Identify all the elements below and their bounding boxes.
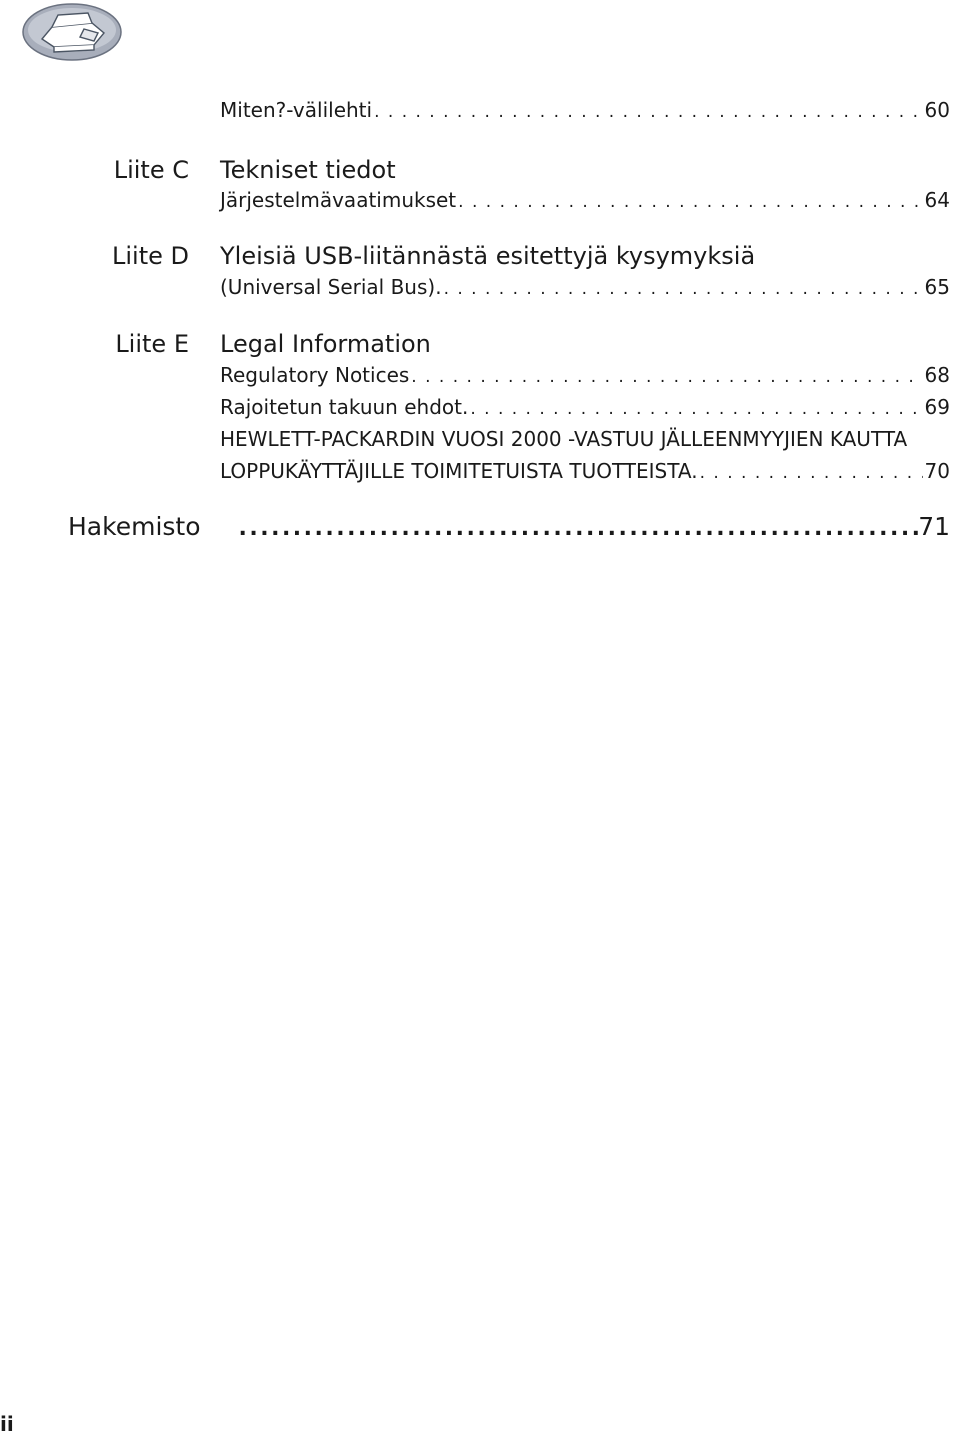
toc-page-number: 68 (924, 363, 950, 387)
toc-entry-title: Regulatory Notices (220, 363, 410, 387)
appendix-d-label: Liite D (112, 242, 189, 270)
appendix-c-title[interactable]: Tekniset tiedot (220, 156, 396, 184)
appendix-e-label: Liite E (115, 330, 189, 358)
dot-leader (444, 279, 923, 299)
toc-page-number: 65 (924, 275, 950, 299)
toc-page-number: 64 (924, 188, 950, 212)
toc-entry-y2k-line-2[interactable] (220, 459, 950, 483)
dot-leader (239, 516, 919, 541)
toc-entry-regulatory-notices[interactable] (220, 363, 950, 387)
dot-leader (374, 102, 922, 122)
toc-entry-limited-warranty[interactable] (220, 395, 950, 419)
toc-entry-title: Rajoitetun takuun ehdot. (220, 395, 469, 419)
dot-leader (458, 192, 922, 212)
dot-leader (700, 463, 923, 483)
printer-icon (22, 3, 122, 61)
toc-entry-y2k-line-1[interactable]: HEWLETT-PACKARDIN VUOSI 2000 -VASTUU JÄLLEENMYYJIEN KAUTTA (220, 427, 908, 451)
appendix-c-label: Liite C (113, 156, 189, 184)
toc-page-number: 69 (924, 395, 950, 419)
toc-page-number: 60 (924, 98, 950, 122)
toc-entry-title: LOPPUKÄYTTÄJILLE TOIMITETUISTA TUOTTEISTA. (220, 459, 698, 483)
toc-entry-system-requirements[interactable] (220, 188, 950, 212)
toc-page-number: 71 (918, 512, 950, 541)
dot-leader (411, 367, 922, 387)
toc-entry-miten[interactable] (220, 98, 950, 122)
page-folio: ii (0, 1412, 14, 1436)
toc-entry-title: Miten?-välilehti (220, 98, 373, 122)
toc-entry-title: Hakemisto (68, 512, 201, 541)
appendix-d-title[interactable]: Yleisiä USB-liitännästä esitettyjä kysymyksiä (220, 242, 756, 270)
toc-entry-title: Järjestelmävaatimukset (220, 188, 457, 212)
toc-entry-index[interactable] (68, 512, 950, 541)
toc-page-number: 70 (924, 459, 950, 483)
dot-leader (470, 399, 922, 419)
toc-entry-title: (Universal Serial Bus). (220, 275, 442, 299)
toc-entry-usb[interactable] (220, 275, 950, 299)
appendix-e-title[interactable]: Legal Information (220, 330, 431, 358)
